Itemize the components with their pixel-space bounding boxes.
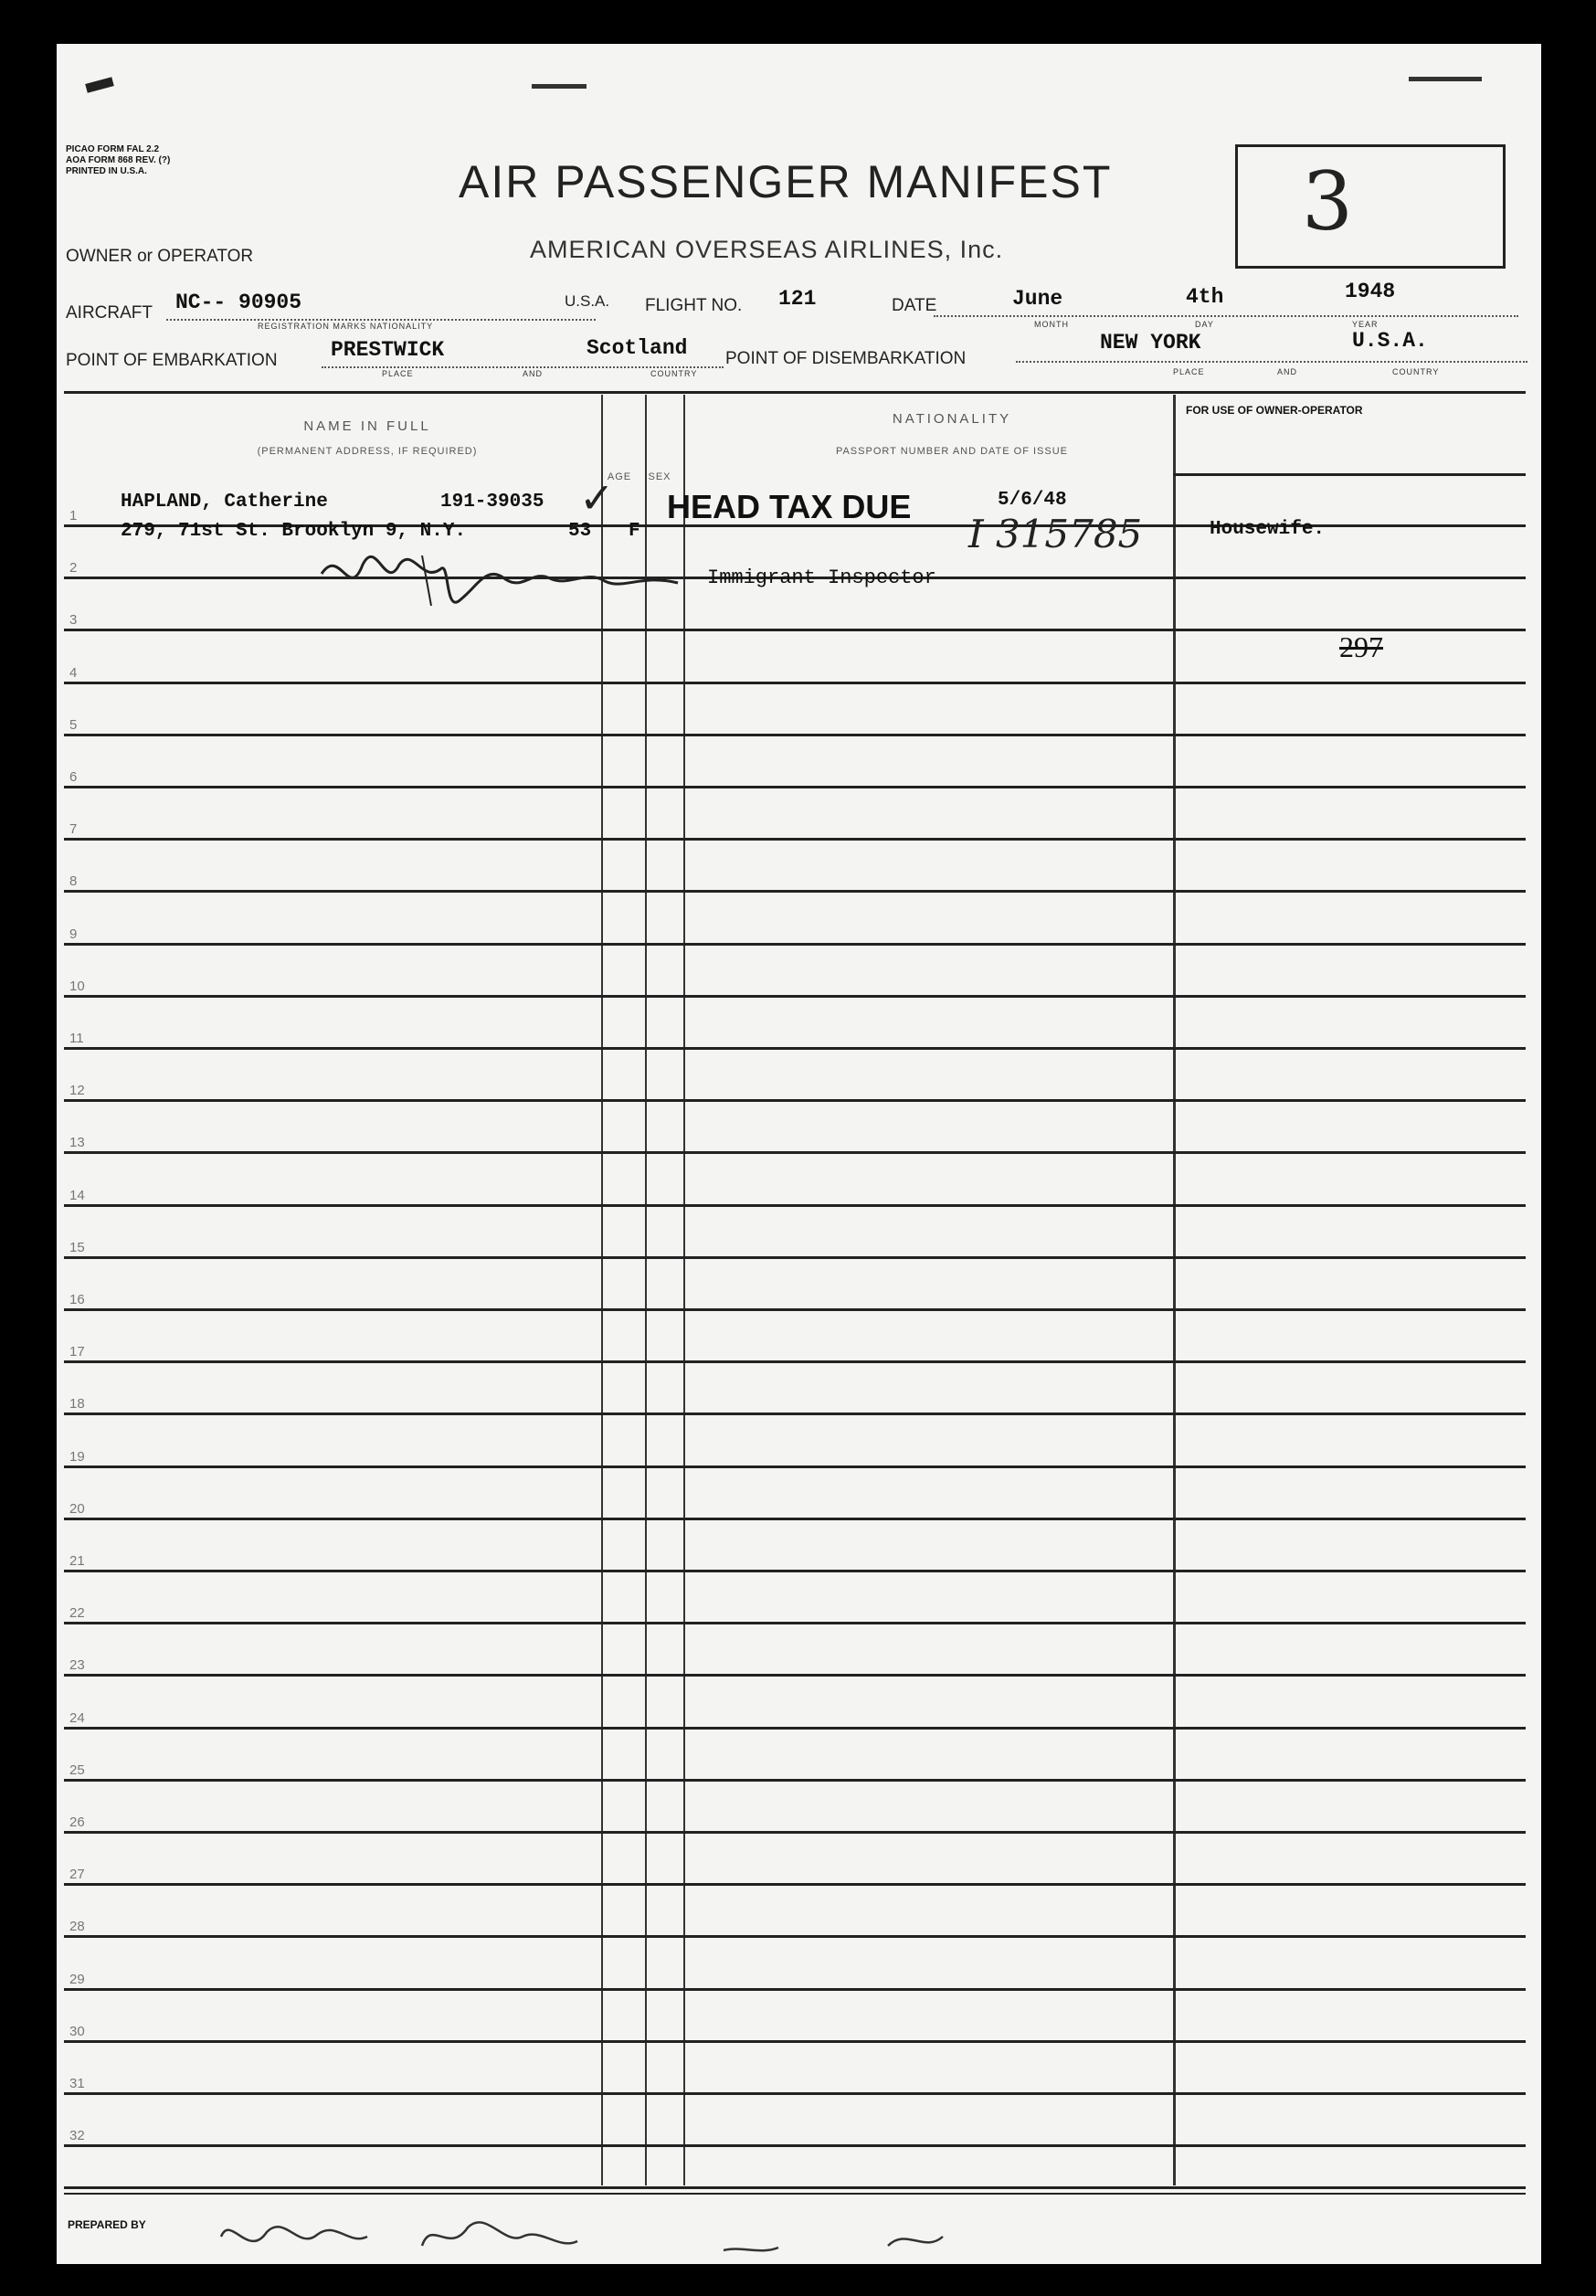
row-number: 30 [69,2024,85,2039]
embarkation-place: PRESTWICK [331,338,445,362]
ink-mark [1409,77,1482,81]
manifest-number-box [1235,144,1506,269]
margin-number: 297 [1339,630,1383,663]
check-mark-icon: ✓ [579,473,615,523]
embarkation-country-label: COUNTRY [650,369,698,378]
row-rule [64,1935,1526,1938]
row-number: 16 [69,1292,85,1307]
footer-rule [64,2186,1526,2189]
disembarkation-country-label: COUNTRY [1392,367,1440,376]
row-rule [64,1308,1526,1311]
date-day: 4th [1186,285,1224,309]
row-number: 22 [69,1605,85,1621]
handwritten-passport-number: I 315785 [968,512,1143,556]
row-rule [64,1779,1526,1782]
row-number: 5 [69,717,78,733]
column-divider [601,395,603,2185]
row-rule [64,629,1526,631]
row-rule [64,1831,1526,1834]
passenger-age: 53 [568,521,592,542]
passenger-address: 279, 71st St. Brooklyn 9, N.Y. [121,521,467,542]
row-number: 12 [69,1083,85,1098]
date-year: 1948 [1345,280,1396,303]
row-rule [64,682,1526,684]
embarkation-and-label: AND [523,369,544,378]
row-rule [64,1674,1526,1677]
footer-rule [64,2193,1526,2195]
row-number: 4 [69,665,78,681]
inspector-signature [312,537,696,619]
row-rule [64,1204,1526,1207]
day-label: DAY [1195,320,1214,329]
passenger-sex: F [629,521,640,542]
disembarkation-country: U.S.A. [1352,329,1428,353]
disembarkation-place: NEW YORK [1100,331,1201,354]
passenger-number: 191-39035 [440,492,544,513]
row-rule [64,1099,1526,1102]
row-number: 8 [69,873,78,889]
year-label: YEAR [1352,320,1379,329]
manifest-number: 3 [1302,154,1353,249]
row-number: 23 [69,1657,85,1673]
row-rule [64,2144,1526,2147]
row-rule [64,1518,1526,1520]
row-number: 31 [69,2076,85,2091]
row-number: 1 [69,508,78,524]
row-rule [64,1622,1526,1624]
name-column-subheader: (PERMANENT ADDRESS, IF REQUIRED) [257,446,478,457]
inspector-label: Immigrant Inspector [707,566,936,589]
row-number: 32 [69,2128,85,2143]
form-id-3: PRINTED IN U.S.A. [66,166,147,176]
name-column-header: NAME IN FULL [303,418,431,434]
aircraft-sublabel: REGISTRATION MARKS NATIONALITY [258,322,434,331]
row-rule [64,838,1526,841]
row-number: 13 [69,1135,85,1150]
flight-number: 121 [778,287,817,311]
age-column-header: AGE [607,471,632,482]
row-rule [64,943,1526,946]
prepared-by-label: PREPARED BY [68,2218,146,2231]
passenger-name: HAPLAND, Catherine [121,492,328,513]
aircraft-underline [166,318,596,321]
airline-name: AMERICAN OVERSEAS AIRLINES, Inc. [530,236,1004,263]
row-number: 25 [69,1762,85,1778]
passenger-occupation: Housewife. [1210,519,1326,540]
header-rule [1173,473,1526,476]
row-rule [64,2092,1526,2095]
row-number: 28 [69,1919,85,1934]
column-divider [645,395,647,2185]
row-number: 21 [69,1553,85,1569]
row-rule [64,995,1526,998]
row-rule [64,1570,1526,1572]
row-number: 24 [69,1710,85,1726]
row-number: 20 [69,1501,85,1517]
disembarkation-place-label: PLACE [1173,367,1205,376]
ink-mark [85,77,114,92]
nationality-column-subheader: PASSPORT NUMBER AND DATE OF ISSUE [835,446,1069,457]
disembarkation-label: POINT OF DISEMBARKATION [725,349,967,368]
row-number: 7 [69,821,78,837]
row-number: 14 [69,1188,85,1203]
row-number: 10 [69,979,85,994]
header-rule [64,391,1526,394]
date-label: DATE [892,296,937,315]
row-number: 9 [69,926,78,942]
column-divider [1173,395,1176,2185]
manifest-sheet [57,44,1541,2264]
head-tax-stamp: HEAD TAX DUE [667,488,912,525]
form-id-2: AOA FORM 868 REV. (?) [66,155,171,165]
sex-column-header: SEX [648,471,671,482]
row-number: 18 [69,1396,85,1412]
nationality-column-header: NATIONALITY [892,411,1012,427]
row-number: 15 [69,1240,85,1255]
row-number: 26 [69,1815,85,1830]
row-rule [64,1413,1526,1415]
embarkation-underline [322,365,724,368]
ink-mark [532,84,587,89]
row-rule [64,1988,1526,1991]
row-rule [64,1465,1526,1468]
preparer-signature [212,2209,1034,2264]
row-number: 17 [69,1344,85,1360]
disembarkation-and-label: AND [1277,367,1298,376]
flight-label: FLIGHT NO. [645,296,743,315]
embarkation-place-label: PLACE [382,369,414,378]
owner-use-header: FOR USE OF OWNER-OPERATOR [1186,404,1363,417]
row-number: 29 [69,1972,85,1987]
column-divider [683,395,685,2185]
row-rule [64,1727,1526,1730]
page-title: AIR PASSENGER MANIFEST [459,156,1113,207]
row-rule [64,734,1526,736]
passport-date: 5/6/48 [998,490,1067,511]
row-rule [64,1151,1526,1154]
disembarkation-underline [1016,360,1527,363]
row-rule [64,2040,1526,2043]
row-number: 19 [69,1449,85,1465]
row-number: 27 [69,1867,85,1882]
date-month: June [1012,287,1063,311]
form-id-1: PICAO FORM FAL 2.2 [66,144,160,154]
date-underline [934,314,1518,317]
row-rule [64,1047,1526,1050]
row-rule [64,1256,1526,1259]
owner-label: OWNER or OPERATOR [66,247,254,266]
month-label: MONTH [1034,320,1069,329]
aircraft-label: AIRCRAFT [66,303,153,323]
row-number: 6 [69,769,78,785]
row-rule [64,786,1526,788]
aircraft-value: NC-- 90905 [175,291,302,314]
embarkation-label: POINT OF EMBARKATION [66,351,278,370]
row-rule [64,1883,1526,1886]
embarkation-country: Scotland [587,336,688,360]
row-rule [64,1360,1526,1363]
row-number: 11 [69,1031,84,1046]
row-number: 2 [69,560,78,576]
row-number: 3 [69,612,78,628]
flight-prefix: U.S.A. [565,292,610,310]
row-rule [64,890,1526,893]
